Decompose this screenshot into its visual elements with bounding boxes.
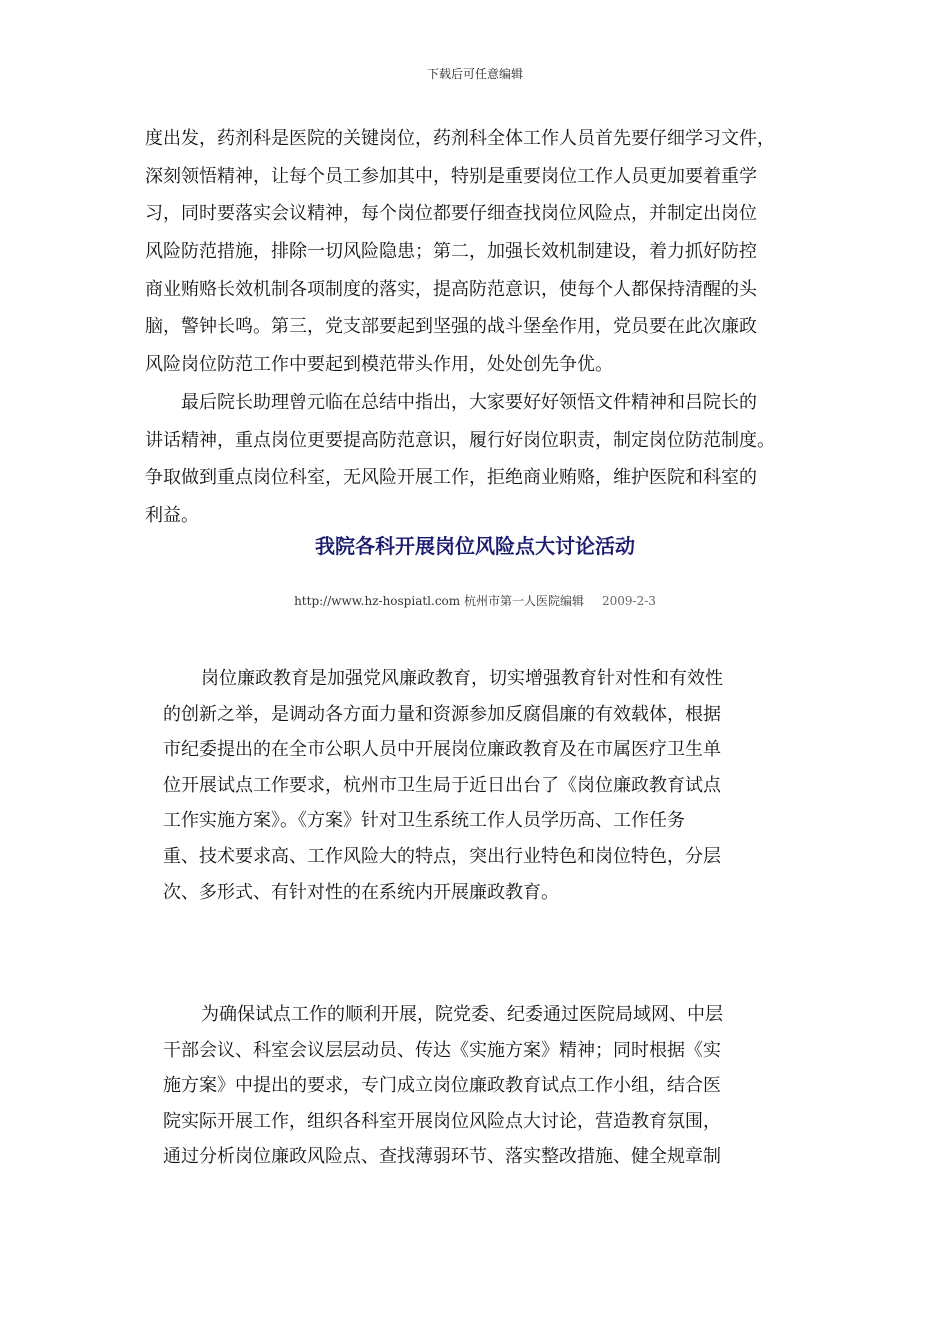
text-line: 通过分析岗位廉政风险点、查找薄弱环节、落实整改措施、健全规章制 [163,1146,721,1168]
text-line: 重、技术要求高、工作风险大的特点，突出行业特色和岗位特色，分层 [163,845,721,867]
text-line: 讲话精神，重点岗位更要提高防范意识，履行好岗位职责，制定岗位防范制度。 [145,429,775,451]
byline-date: 2009-2-3 [601,594,656,608]
text-line: 习，同时要落实会议精神，每个岗位都要仔细查找岗位风险点，并制定出岗位 [145,203,757,225]
article-byline [0,593,950,609]
article-title: 我院各科开展岗位风险点大讨论活动 [315,534,635,558]
text-line: 市纪委提出的在全市公职人员中开展岗位廉政教育及在市属医疗卫生单 [163,739,721,761]
byline-source: http://www.hz-hospiatl.com 杭州市第一人医院编辑 [294,594,584,608]
text-line: 院实际开展工作，组织各科室开展岗位风险点大讨论，营造教育氛围， [163,1110,721,1132]
page-header-note: 下载后可任意编辑 [426,67,523,81]
text-line: 干部会议、科室会议层层动员、传达《实施方案》精神；同时根据《实 [163,1039,721,1061]
text-line: 工作实施方案》。《方案》针对卫生系统工作人员学历高、工作任务 [163,810,685,832]
text-line: 最后院长助理曾元临在总结中指出，大家要好好领悟文件精神和吕院长的 [181,391,757,413]
text-line: 度出发，药剂科是医院的关键岗位，药剂科全体工作人员首先要仔细学习文件， [145,128,775,149]
text-line: 位开展试点工作要求，杭州市卫生局于近日出台了《岗位廉政教育试点 [163,774,721,796]
article-paragraph-1 [163,661,803,910]
article-paragraph-2 [163,997,803,1175]
text-line: 争取做到重点岗位科室，无风险开展工作，拒绝商业贿赂，维护医院和科室的 [145,467,757,489]
text-line: 脑，警钟长鸣。第三，党支部要起到坚强的战斗堡垒作用，党员要在此次廉政 [145,316,757,338]
text-line: 深刻领悟精神，让每个员工参加其中，特别是重要岗位工作人员更加要着重学 [145,165,757,187]
text-line: 利益。 [145,504,199,526]
text-line: 风险岗位防范工作中要起到模范带头作用，处处创先争优。 [145,354,613,376]
text-line: 商业贿赂长效机制各项制度的落实，提高防范意识，使每个人都保持清醒的头 [145,278,757,300]
text-line: 施方案》中提出的要求，专门成立岗位廉政教育试点工作小组，结合医 [163,1075,721,1097]
text-line: 次、多形式、有针对性的在系统内开展廉政教育。 [163,881,559,903]
text-line: 风险防范措施，排除一切风险隐患；第二，加强长效机制建设，着力抓好防控 [145,241,757,263]
previous-article-body [145,120,825,535]
text-line: 的创新之举，是调动各方面力量和资源参加反腐倡廉的有效载体，根据 [163,703,721,725]
text-line: 为确保试点工作的顺利开展，院党委、纪委通过医院局域网、中层 [201,1004,723,1025]
text-line: 岗位廉政教育是加强党风廉政教育，切实增强教育针对性和有效性 [201,668,723,689]
